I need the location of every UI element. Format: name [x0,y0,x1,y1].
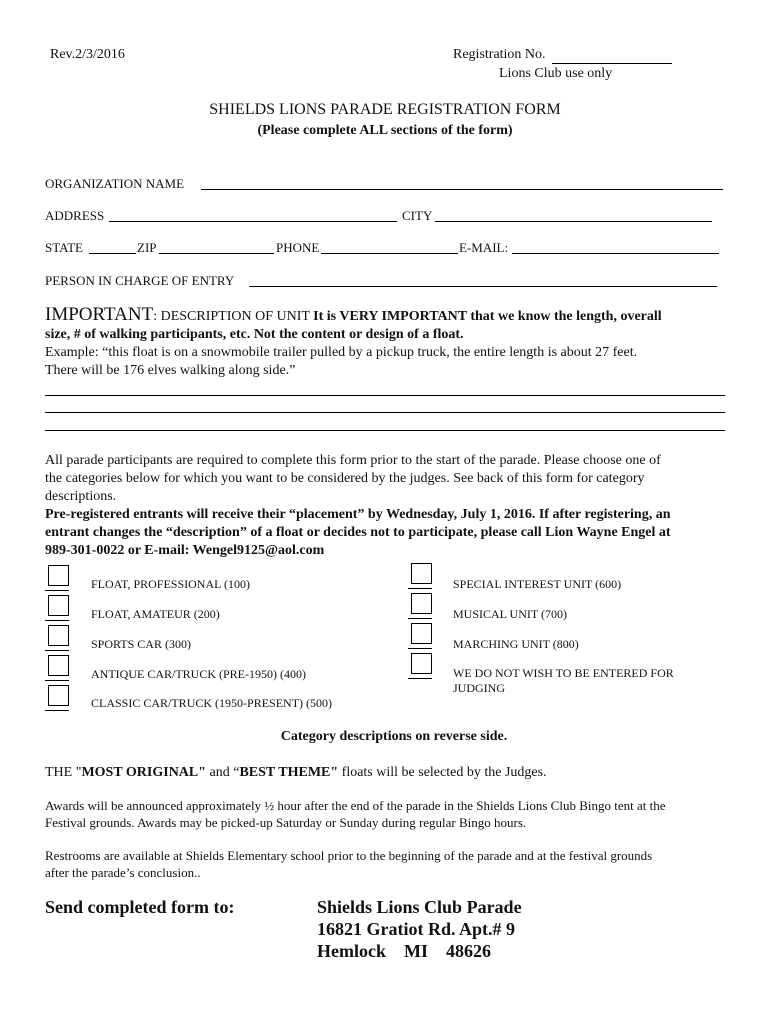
checkbox-divider [45,710,69,711]
address-field[interactable] [109,221,397,222]
reverse-side-note: Category descriptions on reverse side. [280,729,508,744]
label-antique-car: ANTIQUE CAR/TRUCK (PRE-1950) (400) [91,667,306,681]
best-theme-text: BEST THEME" [239,765,339,780]
phone-label: PHONE [276,240,320,255]
checkbox-antique-car[interactable] [48,655,69,676]
example-line-1: Example: “this float is on a snowmobile trailer pulled by a pickup truck, the entire length is about 27 feet. [45,345,638,360]
state-field[interactable] [89,253,136,254]
checkbox-divider [408,618,432,619]
important-line1 [45,304,662,326]
checkbox-divider [45,680,69,681]
original-prefix: THE " [45,765,82,780]
important-lead: : DESCRIPTION OF UNIT [153,309,314,324]
description-line-3[interactable] [45,430,725,431]
registration-number-field[interactable] [552,63,672,64]
zip-label: ZIP [137,240,157,255]
send-form-label: Send completed form to: [45,897,235,917]
instructions-line-1: All parade participants are required to complete this form prior to the start of the parade. Please choose one of [45,453,661,468]
original-and: and “ [206,765,240,780]
description-line-1[interactable] [45,395,725,396]
important-heading: IMPORTANT [45,304,154,325]
form-title: SHIELDS LIONS PARADE REGISTRATION FORM [209,101,561,118]
most-original-text: MOST ORIGINAL" [81,765,207,780]
mailing-name: Shields Lions Club Parade [317,897,522,917]
organization-name-field[interactable] [201,189,723,190]
state-label: STATE [45,240,83,255]
form-subtitle: (Please complete ALL sections of the form) [257,123,513,138]
label-marching-unit: MARCHING UNIT (800) [453,637,579,651]
important-bold-1: It is VERY IMPORTANT that we know the length, overall [313,309,662,324]
awards-line-1: Awards will be announced approximately ½ hour after the end of the parade in the Shields Lions Club Bingo tent at the [45,798,666,813]
checkbox-divider [408,588,432,589]
city-label: CITY [402,208,433,223]
mailing-city-state-zip: Hemlock MI 48626 [317,941,491,961]
person-in-charge-label: PERSON IN CHARGE OF ENTRY [45,273,235,288]
awards-judging-note [45,765,547,781]
contact-line: 989-301-0022 or E-mail: Wengel9125@aol.com [45,543,325,558]
checkbox-special-interest[interactable] [411,563,432,584]
registration-number-label: Registration No. [453,47,546,62]
checkbox-float-professional[interactable] [48,565,69,586]
instructions-line-3: descriptions. [45,489,117,504]
club-use-note: Lions Club use only [499,66,613,81]
description-line-2[interactable] [45,412,725,413]
example-line-2: There will be 176 elves walking along side.” [45,363,296,378]
original-suffix: floats will be selected by the Judges. [338,765,547,780]
email-field[interactable] [512,253,719,254]
phone-field[interactable] [321,253,458,254]
label-sports-car: SPORTS CAR (300) [91,637,191,651]
mailing-street: 16821 Gratiot Rd. Apt.# 9 [317,919,515,939]
organization-name-label: ORGANIZATION NAME [45,176,185,191]
checkbox-musical-unit[interactable] [411,593,432,614]
awards-line-2: Festival grounds. Awards may be picked-up Saturday or Sunday during regular Bingo hours. [45,815,527,830]
label-classic-car: CLASSIC CAR/TRUCK (1950-PRESENT) (500) [91,696,333,710]
label-no-judging-line-2: JUDGING [453,681,505,695]
instructions-line-2: the categories below for which you want to be considered by the judges. See back of this form for category [45,471,645,486]
placement-notice-line-1: Pre-registered entrants will receive their “placement” by Wednesday, July 1, 2016. If after registering, an [45,507,671,522]
label-musical-unit: MUSICAL UNIT (700) [453,607,567,621]
checkbox-sports-car[interactable] [48,625,69,646]
city-field[interactable] [435,221,712,222]
checkbox-float-amateur[interactable] [48,595,69,616]
person-in-charge-field[interactable] [249,286,717,287]
restrooms-line-2: after the parade’s conclusion.. [45,865,201,880]
restrooms-line-1: Restrooms are available at Shields Elementary school prior to the beginning of the parade and at the festival grounds [45,848,653,863]
checkbox-divider [45,590,69,591]
checkbox-classic-car[interactable] [48,685,69,706]
zip-field[interactable] [159,253,274,254]
checkbox-no-judging[interactable] [411,653,432,674]
label-special-interest: SPECIAL INTEREST UNIT (600) [453,577,622,591]
checkbox-divider [408,678,432,679]
label-no-judging-line-1: WE DO NOT WISH TO BE ENTERED FOR [453,666,674,680]
email-label: E-MAIL: [459,240,509,255]
checkbox-divider [45,620,69,621]
checkbox-divider [45,650,69,651]
label-float-amateur: FLOAT, AMATEUR (200) [91,607,220,621]
checkbox-divider [408,648,432,649]
address-label: ADDRESS [45,208,105,223]
placement-notice-line-2: entrant changes the “description” of a float or decides not to participate, please call Lion Wayne Engel at [45,525,671,540]
checkbox-marching-unit[interactable] [411,623,432,644]
label-float-professional: FLOAT, PROFESSIONAL (100) [91,577,251,591]
important-bold-2: size, # of walking participants, etc. Not the content or design of a float. [45,327,464,342]
revision-date: Rev.2/3/2016 [50,47,125,62]
